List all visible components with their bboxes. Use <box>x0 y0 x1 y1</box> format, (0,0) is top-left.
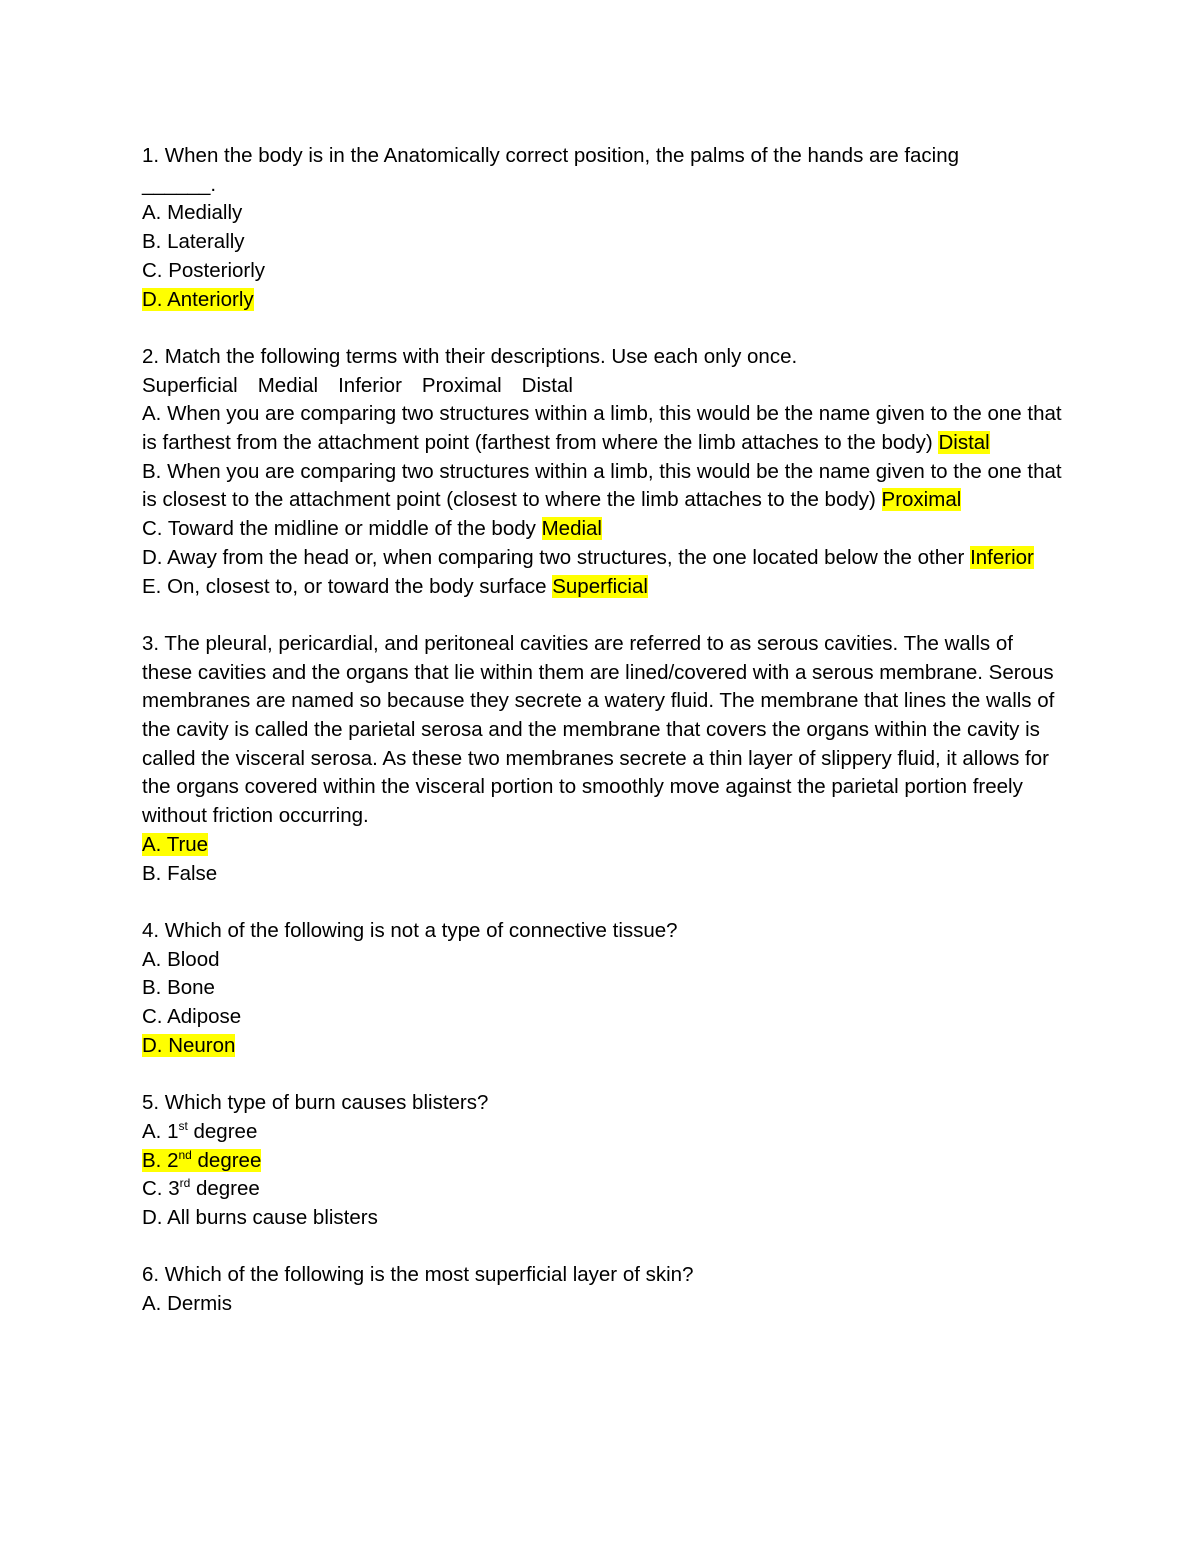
question-1 <box>142 142 1062 314</box>
question-2 <box>142 343 1062 601</box>
question-6-stem: 6. Which of the following is the most superficial layer of skin? <box>142 1263 694 1287</box>
option-suffix: degree <box>191 1148 262 1172</box>
question-3-stem: 3. The pleural, pericardial, and peritoneal cavities are referred to as serous cavities. The walls of these cavities and the organs that lie within them are lined/covered with a serous membrane. Serous membranes are named so because they secrete a watery fluid. The membrane that lines the walls of the cavity is called the parietal serosa and the membrane that covers the organs within the cavity is called the visceral serosa. As these two membranes secrete a thin layer of slippery fluid, it allows for the organs covered within the visceral portion to smoothly move against the parietal portion freely without friction occurring. <box>142 631 1055 828</box>
option-prefix: C. 3 <box>142 1177 180 1201</box>
question-4 <box>142 917 1062 1061</box>
term: Inferior <box>338 373 402 397</box>
question-1-option-d-answer: D. Anteriorly <box>142 287 254 311</box>
ordinal-suffix: rd <box>179 1176 191 1191</box>
term: Proximal <box>421 373 502 397</box>
item-text: D. Away from the head or, when comparing two structures, the one located below the other <box>142 545 965 569</box>
question-4-option-c: C. Adipose <box>142 1005 242 1029</box>
question-5-stem: 5. Which type of burn causes blisters? <box>142 1091 489 1115</box>
question-3-option-a-answer: A. True <box>142 832 209 856</box>
question-5-option-b-answer <box>142 1149 261 1172</box>
item-answer: Distal <box>938 431 990 455</box>
question-2-stem: 2. Match the following terms with their descriptions. Use each only once. <box>142 344 798 368</box>
question-1-option-c: C. Posteriorly <box>142 258 266 282</box>
question-3 <box>142 630 1062 888</box>
item-answer: Superficial <box>552 574 648 598</box>
question-5-option-c <box>142 1175 1062 1204</box>
question-6-option-a: A. Dermis <box>142 1292 232 1316</box>
question-4-option-b: B. Bone <box>142 976 215 1000</box>
question-5-option-d: D. All burns cause blisters <box>142 1205 378 1229</box>
item-text: E. On, closest to, or toward the body surface <box>142 574 547 598</box>
question-2-item-b <box>142 458 1062 515</box>
question-1-stem: 1. When the body is in the Anatomically correct position, the palms of the hands are facing <box>142 144 960 167</box>
ordinal-suffix: st <box>178 1119 188 1134</box>
option-suffix: degree <box>187 1119 258 1143</box>
question-1-blank: ______. <box>142 172 217 196</box>
document-page <box>142 142 1062 1319</box>
option-suffix: degree <box>190 1177 260 1201</box>
item-text: C. Toward the midline or middle of the body <box>142 517 536 541</box>
ordinal-suffix: nd <box>178 1147 192 1162</box>
question-2-item-a <box>142 400 1062 457</box>
item-text: A. When you are comparing two structures within a limb, this would be the name given to the one that is farthest from the attachment point (farthest from where the limb attaches to the body) <box>142 402 1062 455</box>
question-5 <box>142 1089 1062 1233</box>
question-2-item-c <box>142 515 1062 544</box>
term: Medial <box>257 373 319 397</box>
option-prefix: B. 2 <box>142 1148 179 1172</box>
question-3-option-b: B. False <box>142 861 218 885</box>
question-2-item-d <box>142 544 1062 573</box>
question-1-option-a: A. Medially <box>142 201 243 225</box>
term: Superficial <box>142 373 238 397</box>
item-answer: Inferior <box>970 545 1034 569</box>
question-5-option-a <box>142 1118 1062 1147</box>
option-prefix: A. 1 <box>142 1119 179 1143</box>
question-4-stem: 4. Which of the following is not a type of connective tissue? <box>142 918 678 942</box>
question-4-option-d-answer: D. Neuron <box>142 1033 236 1057</box>
item-answer: Proximal <box>881 488 962 512</box>
question-4-option-a: A. Blood <box>142 947 220 971</box>
item-answer: Medial <box>541 517 602 541</box>
term: Distal <box>521 373 573 397</box>
item-text: B. When you are comparing two structures within a limb, this would be the name given to the one that is closest to the attachment point (closest to where the limb attaches to the body) <box>142 459 1062 512</box>
question-6 <box>142 1261 1062 1318</box>
question-1-option-b: B. Laterally <box>142 230 245 254</box>
question-2-item-e <box>142 573 1062 602</box>
question-2-terms <box>142 372 1062 401</box>
